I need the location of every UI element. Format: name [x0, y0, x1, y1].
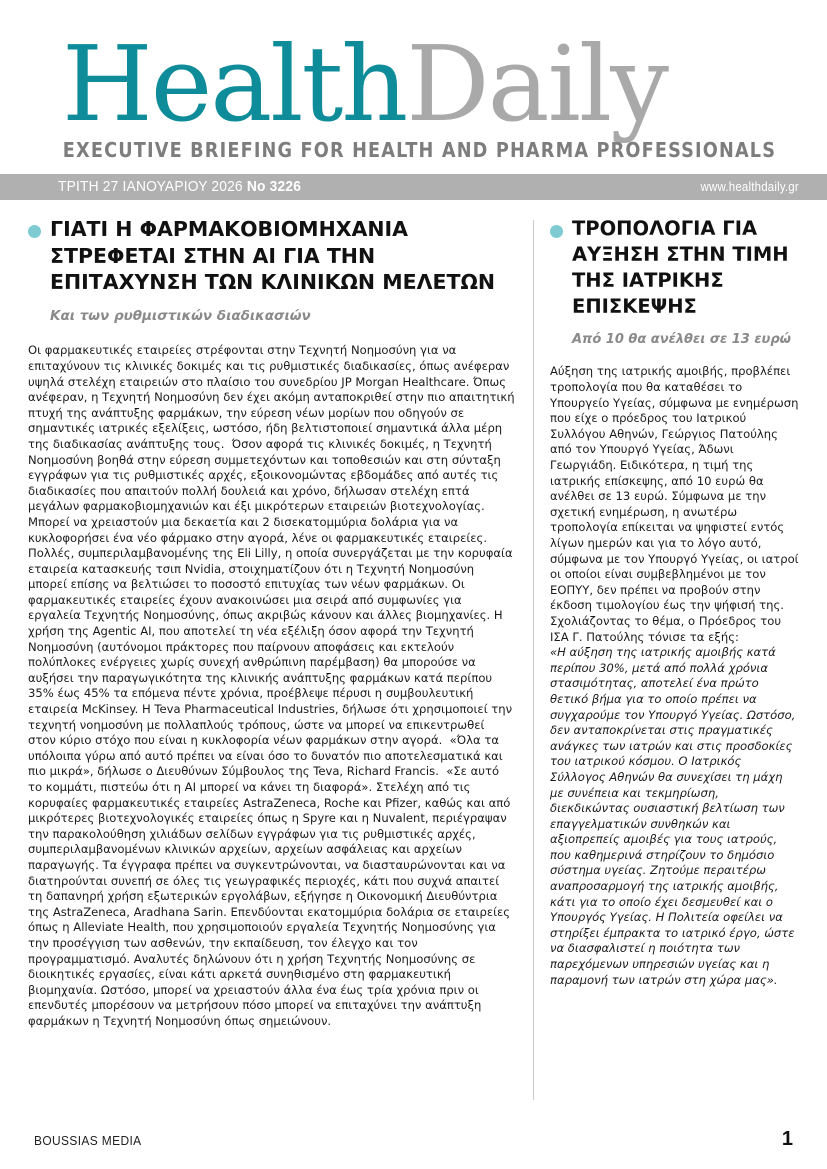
- issue-date: ΤΡΙΤΗ 27 ΙΑΝΟΥΑΡΙΟΥ 2026: [58, 178, 243, 196]
- main-headline-block: [28, 216, 515, 296]
- masthead: [0, 0, 827, 162]
- side-article-column: [534, 216, 803, 1100]
- publisher-name: BOUSSIAS MEDIA: [34, 1133, 142, 1148]
- main-article-body: Οι φαρμακευτικές εταιρείες στρέφονται στην Τεχνητή Νοημοσύνη για να επιταχύνουν τις κλινικές δοκιμές και τις ρυθμιστικές διαδικασίες, όπως ανέφεραν υψηλά στελέχη εταιρειών στο πλαίσιο του συνεδρίου JP Morgan Healthcare. Όπως ανέφεραν, η Τεχνητή Νοημοσύνη δεν έχει ακόμη ανταποκριθεί στην πιο απαιτητική πτυχή της ανάπτυξης φαρμάκων, την εύρεση νέων μορίων που οδηγούν σε σημαντικές ιατρικές εξελίξεις, ωστόσο, ήδη βελτιστοποιεί σημαντικά άλλα μέρη της διαδικασίας ανάπτυξης τους. Όσον αφορά τις κλινικές δοκιμές, η Τεχνητή Νοημοσύνη βοηθά στην εύρεση συμμετεχόντων και τοποθεσιών και στη σύνταξη εγγράφων για τις ρυθμιστικές αρχές, εξοικονομώντας εβδομάδες από αυτές τις διαδικασίες που απαιτούν πολλή δουλειά και χρόνο, δήλωσαν στελέχη επτά μεγάλων φαρμακοβιομηχανιών και έξι μικρότερων εταιρειών βιοτεχνολογίας. Μπορεί να χρειαστούν μια δεκαετία και 2 δισεκατομμύρια δολάρια για να κυκλοφορήσει ένα νέο φάρμακο στην αγορά, λένε οι φαρμακευτικές εταιρείες. Πολλές, συμπεριλαμβανομένης της Eli Lilly, η οποία συνεργάζεται με την κορυφαία εταιρεία κατασκευής τσιπ Nvidia, στοιχηματίζουν ότι η Τεχνητή Νοημοσύνη μπορεί επίσης να βελτιώσει το ποσοστό επιτυχίας των νέων φαρμάκων. Οι φαρμακευτικές εταιρείες έχουν ανακοινώσει μια σειρά από συμφωνίες για εργαλεία Τεχνητής Νοημοσύνης, όπως ακριβώς κάνουν και άλλες βιομηχανίες. Η χρήση της Agentic AI, που αποτελεί τη νέα εξέλιξη όσον αφορά την Τεχνητή Νοημοσύνη (αυτόνομοι πράκτορες που παίρνουν αποφάσεις και εκτελούν πολύπλοκες ενέργειες χωρίς συνεχή ανθρώπινη παρέμβαση) θα μπορούσε να αυξήσει την παραγωγικότητα της κλινικής ανάπτυξης φαρμάκων κατά περίπου 35% έως 45% τα επόμενα πέντε χρόνια, προέβλεψε πέρυσι η συμβουλευτική εταιρεία McKinsey. Η Teva Pharmaceutical Industries, δήλωσε ότι χρησιμοποιεί την τεχνητή νοημοσύνη με πολλαπλούς τρόπους, ώστε να μπορεί να επικεντρωθεί στον κύριο στόχο που είναι η κυκλοφορία νέων φαρμάκων στην αγορά. «Όλα τα υπόλοιπα γύρω από αυτό πρέπει να είναι όσο το δυνατόν πιο αποτελεσματικά και πιο μικρά», δήλωσε ο Διευθύνων Σύμβουλος της Teva, Richard Francis. «Σε αυτό το κομμάτι, πιστεύω ότι η AI μπορεί να κάνει τη διαφορά». Στελέχη από τις κορυφαίες φαρμακευτικές εταιρείες AstraZeneca, Roche και Pfizer, καθώς και από μικρότερες βιοτεχνολογικές εταιρείες όπως η Spyre και η Nuvalent, περιέγραψαν την παρακολούθηση χιλιάδων σελίδων εγγράφων για τις ρυθμιστικές αρχές, συμπεριλαμβανομένων κλινικών αρχείων, αρχείων ασφάλειας και αρχείων παραγωγής. Τα έγγραφα πρέπει να συγκεντρώνονται, να διασταυρώνονται και να διατηρούνται συνεπή σε όλες τις γεωγραφικές περιοχές, κάτι που συχνά απαιτεί τη δαπανηρή χρήση εξωτερικών εργολάβων, εξήγησε η Οικονομική Διευθύντρια της AstraZeneca, Aradhana Sarin. Επενδύονται εκατομμύρια δολάρια σε εταιρείες όπως η Alleviate Health, που χρησιμοποιούν εργαλεία Τεχνητής Νοημοσύνης για την προσέγγιση των ασθενών, την εκπαίδευση, τον έλεγχο και τον προγραμματισμό. Αναλυτές δηλώνουν ότι η χρήση Τεχνητής Νοημοσύνης σε διοικητικές εργασίες, είναι κάτι αρκετά συνηθισμένο στη φαρμακευτική βιομηχανία. Ωστόσο, μπορεί να χρειαστούν άλλα ένα έως τρία χρόνια πριν οι επενδυτές μπορέσουν να μετρήσουν πόσο μπορεί να επιταχύνει την ανάπτυξη φαρμάκων η Τεχνητή Νοημοσύνη όπως σημειώνουν.: [28, 343, 519, 1028]
- side-headline-block: [550, 216, 799, 320]
- publication-logo: [34, 23, 793, 145]
- date-bar: [0, 174, 827, 200]
- bullet-dot-icon: [28, 225, 41, 238]
- main-article-column: [28, 216, 533, 1100]
- logo-daily-text: Daily: [406, 23, 667, 145]
- main-article-headline[interactable]: ΓΙΑΤΙ Η ΦΑΡΜΑΚΟΒΙΟΜΗΧΑΝΙΑ ΣΤΡΕΦΕΤΑΙ ΣΤΗΝ ΑΙ ΓΙΑ ΤΗΝ ΕΠΙΤΑΧΥΝΣΗ ΤΩΝ ΚΛΙΝΙΚΩΝ ΜΕΛΕΤΩΝ: [50, 216, 496, 295]
- main-article-subhead: Και των ρυθμιστικών διαδικασιών: [50, 307, 311, 324]
- article-columns: [0, 200, 827, 1100]
- website-url[interactable]: www.healthdaily.gr: [700, 179, 799, 194]
- masthead-tagline: EXECUTIVE BRIEFING FOR HEALTH AND PHARMA PROFESSIONALS: [62, 137, 777, 162]
- issue-number: No 3226: [246, 178, 302, 196]
- side-article-quote: «Η αύξηση της ιατρικής αμοιβής κατά περίπου 30%, μετά από πολλά χρόνια στασιμότητας, αποτελεί ένα πρώτο θετικό βήμα για το οποίο πρέπει να συγχαρούμε τον Υπουργό Υγείας. Ωστόσο, δεν ανταποκρίνεται στις πραγματικές ανάγκες των ιατρών και στις προσδοκίες του ιατρικού κόσμου. Ο Ιατρικός Σύλλογος Αθηνών θα συνεχίσει τη μάχη με συνέπεια και τεκμηρίωση, διεκδικώντας ουσιαστική βελτίωση των επαγγελματικών συνθηκών και αξιοπρεπείς αμοιβές για τους ιατρούς, που καθημερινά στηρίζουν το δημόσιο σύστημα υγείας. Ζητούμε περαιτέρω αναπροσαρμογή της ιατρικής αμοιβής, κάτι για το οποίο έχει δεσμευθεί και ο Υπουργός Υγείας. Η Πολιτεία οφείλει να στηρίξει έμπρακτα το ιατρικό έργο, ώστε να διασφαλιστεί η ποιότητα των παρεχόμενων υπηρεσιών υγείας και η παραμονή των ιατρών στη χώρα μας».: [550, 645, 800, 987]
- side-article-body: Αύξηση της ιατρικής αμοιβής, προβλέπει τροπολογία που θα καταθέσει το Υπουργείο Υγείας, σύμφωνα με ενημέρωση που είχε ο πρόεδρος του Ιατρικού Συλλόγου Αθηνών, Γεώργιος Πατούλης από τον Υπουργό Υγείας, Άδωνι Γεωργιάδη. Ειδικότερα, η τιμή της ιατρικής επίσκεψης, από 10 ευρώ θα ανέλθει σε 13 ευρώ. Σύμφωνα με την σχετική ενημέρωση, η ανωτέρω τροπολογία επίκειται να ψηφιστεί εντός λίγων ημερών και για το λόγο αυτό, σύμφωνα με τον Υπουργό Υγείας, οι ιατροί οι οποίοι είναι συμβεβλημένοι με τον ΕΟΠΥΥ, δεν πρέπει να προβούν στην έκδοση τιμολογίου έως την ψήφισή της. Σχολιάζοντας το θέμα, ο Πρόεδρος του ΙΣΑ Γ. Πατούλης τόνισε τα εξής:: [550, 364, 803, 644]
- page-number: 1: [781, 1128, 793, 1150]
- side-article-subhead: Από 10 θα ανέλθει σε 13 ευρώ: [572, 331, 791, 347]
- logo-health-text: Health: [62, 23, 407, 145]
- side-article-headline[interactable]: ΤΡΟΠΟΛΟΓΙΑ ΓΙΑ ΑΥΞΗΣΗ ΣΤΗΝ ΤΙΜΗ ΤΗΣ ΙΑΤΡΙΚΗΣ ΕΠΙΣΚΕΨΗΣ: [572, 216, 789, 318]
- bullet-dot-icon: [550, 225, 563, 238]
- date-bar-left: [58, 178, 301, 195]
- page-footer: [0, 1128, 827, 1151]
